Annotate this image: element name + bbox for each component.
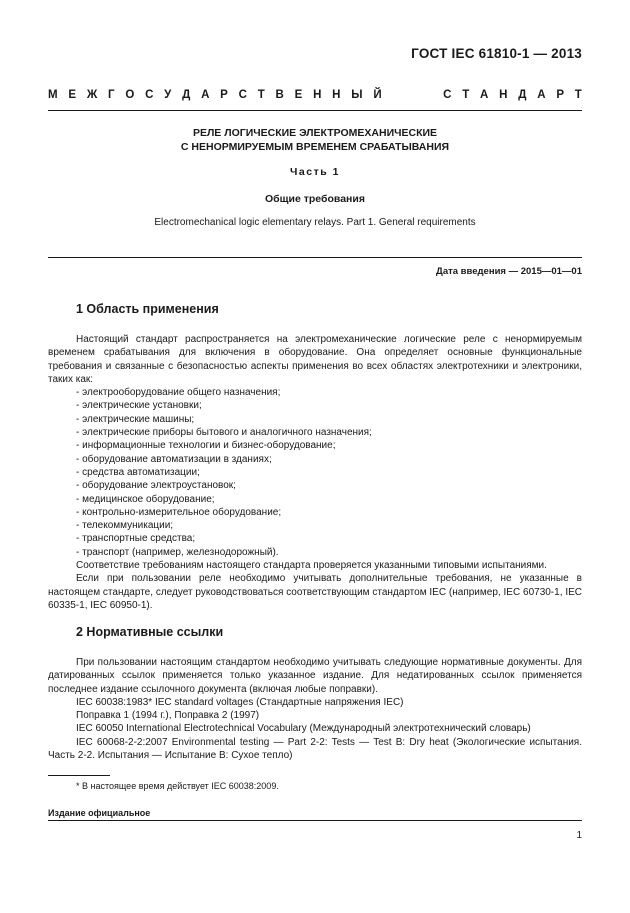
list-item: - электрические приборы бытового и аналогичного назначения; xyxy=(76,427,372,439)
list-item: - медицинское оборудование; xyxy=(76,493,215,505)
list-item: - средства автоматизации; xyxy=(76,466,200,478)
list-item: - транспорт (например, железнодорожный). xyxy=(76,546,279,558)
title-line-1: РЕЛЕ ЛОГИЧЕСКИЕ ЭЛЕКТРОМЕХАНИЧЕСКИЕ xyxy=(192,127,438,139)
standard-type-letter: О xyxy=(125,89,135,101)
list-item: - транспортные средства; xyxy=(76,533,196,545)
standard-type-letter: С xyxy=(443,89,452,101)
list-item: - электрические машины; xyxy=(76,413,195,425)
standard-type-letter: Й xyxy=(373,89,382,101)
part-label: Часть 1 xyxy=(290,166,340,178)
section-2-heading: 2 Нормативные ссылки xyxy=(76,625,224,639)
standard-type xyxy=(48,89,582,101)
standard-type-letter: Ж xyxy=(86,89,98,101)
standard-type-letter: Т xyxy=(574,89,582,101)
standard-type-letter: В xyxy=(275,89,284,101)
scope-list xyxy=(48,386,582,559)
reference-item: Поправка 1 (1994 г.), Поправка 2 (1997) xyxy=(76,710,260,722)
standard-type-letter: Ы xyxy=(351,89,363,101)
list-item: - информационные технологии и бизнес-оборудование; xyxy=(76,440,336,452)
standard-type-letter: А xyxy=(201,89,210,101)
footnote-rule xyxy=(48,775,110,776)
reference-item: IEC 60038:1983* IEC standard voltages (Стандартные напряжения IEC) xyxy=(76,696,404,708)
standard-type-letter: Е xyxy=(294,89,303,101)
footnote: * В настоящее время действует IEC 60038:2009. xyxy=(76,781,279,791)
word-gap xyxy=(392,89,432,101)
header-rule xyxy=(48,110,582,111)
standard-type-letter: Г xyxy=(108,89,115,101)
standard-type-letter: У xyxy=(164,89,172,101)
section-1-body xyxy=(48,333,582,612)
section-1-para-2: Соответствие требованиям настоящего стандарта проверяется указанными типовыми испытаниями. xyxy=(76,560,547,572)
standard-type-letter: Е xyxy=(68,89,77,101)
section-1-para-3: Если при пользовании реле необходимо учитывать дополнительные требования, не указанные в настоящем стандарте, следует руководствоваться соответствующим стандартом IEC (например, IEC 60730-1, IEC 60335-1, IEC 60950-1). xyxy=(48,573,582,611)
list-item: - оборудование электроустановок; xyxy=(76,480,236,492)
standard-type-letter: Р xyxy=(220,89,228,101)
title-line-2: С НЕНОРМИРУЕМЫМ ВРЕМЕНЕМ СРАБАТЫВАНИЯ xyxy=(180,141,450,153)
standard-type-letter: Д xyxy=(182,89,191,101)
standard-number: ГОСТ IEC 61810-1 — 2013 xyxy=(411,46,582,61)
standard-type-letter: А xyxy=(537,89,546,101)
standard-type-letter: С xyxy=(145,89,154,101)
standard-type-letter: Р xyxy=(556,89,564,101)
english-title: Electromechanical logic elementary relays. Part 1. General requirements xyxy=(154,217,476,228)
reference-item: IEC 60050 International Electrotechnical Vocabulary (Международный электротехнический словарь) xyxy=(76,723,531,735)
section-2-intro: При пользовании настоящим стандартом необходимо учитывать следующие нормативные документы. Для датированных ссылок применяется только указанное издание. Для недатированных ссылок применяется последнее издание ссылочного документа (включая любые поправки). xyxy=(48,657,582,695)
edition-label: Издание официальное xyxy=(48,808,151,818)
list-item: - контрольно-измерительное оборудование; xyxy=(76,506,282,518)
section-1-intro: Настоящий стандарт распространяется на электромеханические логические реле с ненормируемым временем срабатывания для включения в оборудование. Она определяет основные функциональные требования и связанные с безопасностью аспекты применения во всех областях электротехники и электроники, таких как: xyxy=(48,334,582,385)
standard-type-letter: Н xyxy=(313,89,322,101)
reference-item: IEC 60068-2-2:2007 Environmental testing — Part 2-2: Tests — Test B: Dry heat (Экологические испытания. Часть 2-2. Испытания — Испытание B: Сухое тепло) xyxy=(48,736,582,762)
standard-type-letter: С xyxy=(238,89,247,101)
standard-type-letter: Т xyxy=(462,89,470,101)
standard-type-letter: Д xyxy=(518,89,527,101)
standard-type-letter: Н xyxy=(332,89,341,101)
section-2-body xyxy=(48,656,582,762)
subtitle: Общие требования xyxy=(265,193,365,205)
section-1-heading: 1 Область применения xyxy=(76,302,219,316)
document-title xyxy=(48,126,582,154)
list-item: - электрические установки; xyxy=(76,400,202,412)
title-rule xyxy=(48,257,582,258)
list-item: - электрооборудование общего назначения; xyxy=(76,387,281,399)
effective-date: Дата введения — 2015—01—01 xyxy=(436,266,582,277)
list-item: - оборудование автоматизации в зданиях; xyxy=(76,453,272,465)
standard-type-letter: Т xyxy=(257,89,265,101)
standard-type-letter: А xyxy=(480,89,489,101)
standard-type-letter: М xyxy=(48,89,58,101)
references-list xyxy=(48,696,582,762)
standard-type-letter: Н xyxy=(499,89,508,101)
list-item: - телекоммуникации; xyxy=(76,520,174,532)
page-number: 1 xyxy=(576,830,582,841)
footer-rule xyxy=(48,820,582,821)
